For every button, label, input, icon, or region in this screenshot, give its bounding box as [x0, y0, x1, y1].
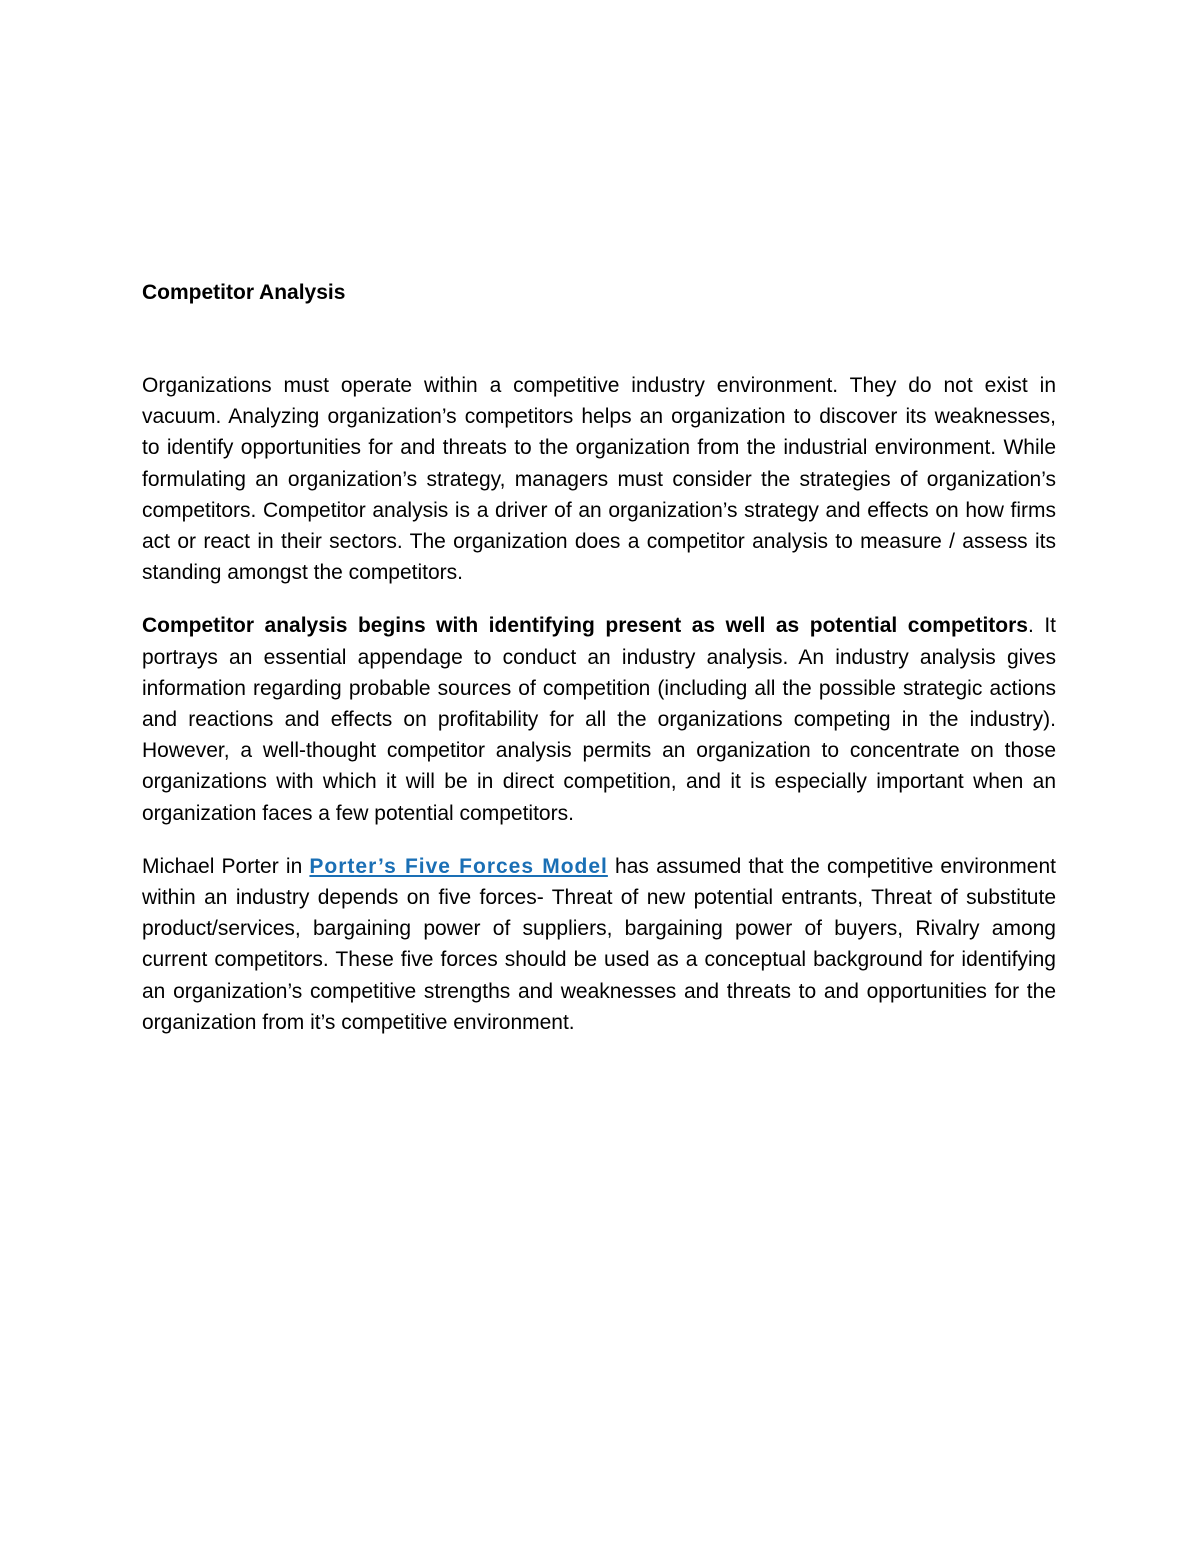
- paragraph-five-forces: [142, 851, 1056, 1038]
- document-body: [142, 278, 1056, 1038]
- document-title: Competitor Analysis: [142, 281, 346, 304]
- paragraph-body-text: . It portrays an essential appendage to conduct an industry analysis. An industry analysis gives information regarding probable sources of competition (including all the possible strategic actions and reactions and effects on profitability for all the organizations competing in the industry). However, a well-thought competitor analysis permits an organization to concentrate on those organizations with which it will be in direct competition, and it is especially important when an organization faces a few potential competitors.: [142, 614, 1057, 825]
- paragraph-lead-text: Michael Porter in: [142, 854, 310, 878]
- paragraph-bold-lead: Competitor analysis begins with identifying present as well as potential competitors: [142, 614, 1028, 638]
- porters-five-forces-link[interactable]: Porter’s Five Forces Model: [309, 854, 608, 878]
- paragraph-body-text: has assumed that the competitive environment within an industry depends on five forces- Threat of new potential entrants, Threat of substitute product/services, bargaining power of suppliers, bargaining power of buyers, Rivalry among current competitors. These five forces should be used as a conceptual background for identifying an organization’s competitive strengths and weaknesses and threats to and opportunities for the organization from it’s competitive environment.: [142, 854, 1056, 1034]
- paragraph-intro: Organizations must operate within a competitive industry environment. They do not exist in vacuum. Analyzing organization’s competitors helps an organization to discover its weaknesses, to identify opportunities for and threats to the organization from the industrial environment. While formulating an organization’s strategy, managers must consider the strategies of organization’s competitors. Competitor analysis is a driver of an organization’s strategy and effects on how firms act or react in their sectors. The organization does a competitor analysis to measure / assess its standing amongst the competitors.: [142, 374, 1056, 585]
- paragraph-identifying-competitors: [142, 610, 1056, 828]
